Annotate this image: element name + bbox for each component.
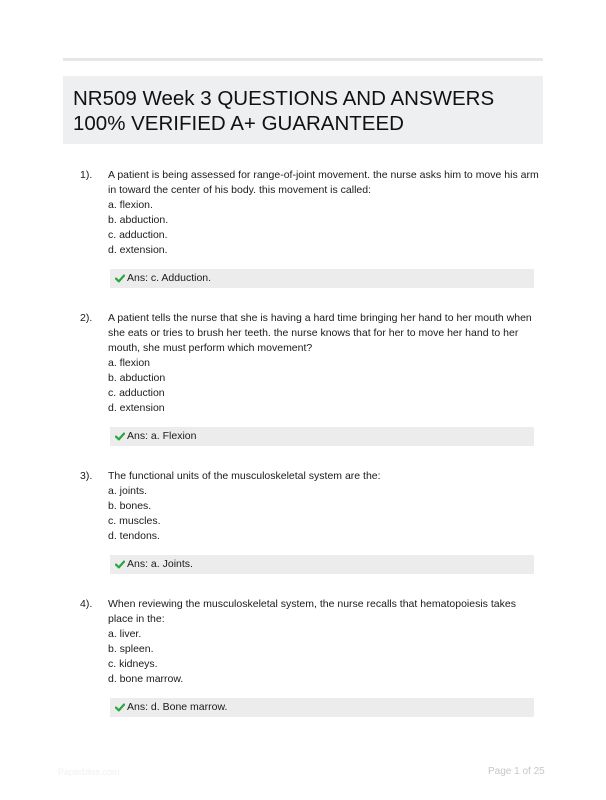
answer-text: Ans: c. Adduction.: [127, 272, 212, 284]
answer-text: Ans: d. Bone marrow.: [127, 701, 228, 713]
question-number: 1).: [80, 169, 93, 181]
checkmark-icon: [115, 432, 125, 441]
question-number: 4).: [80, 598, 93, 610]
question-body: [108, 597, 540, 687]
page-title-line-2: 100% VERIFIED A+ GUARANTEED: [73, 112, 404, 135]
option-c: c. muscles.: [108, 515, 161, 527]
option-d: d. tendons.: [108, 530, 160, 542]
question-number: 2).: [80, 312, 93, 324]
page-title-line-1: NR509 Week 3 QUESTIONS AND ANSWERS: [73, 87, 495, 110]
option-b: b. abduction: [108, 372, 166, 384]
option-b: b. abduction.: [108, 214, 169, 226]
answer-box: [110, 698, 534, 717]
option-c: c. kidneys.: [108, 658, 158, 670]
checkmark-icon: [115, 560, 125, 569]
answer-text: Ans: a. Flexion: [127, 430, 197, 442]
question-body: [108, 469, 540, 544]
option-a: a. liver.: [108, 628, 142, 640]
option-c: c. adduction.: [108, 229, 168, 241]
answer-box: [110, 555, 534, 574]
question-item: [80, 597, 540, 722]
checkmark-icon: [115, 703, 125, 712]
option-a: a. joints.: [108, 485, 148, 497]
option-d: d. bone marrow.: [108, 673, 184, 685]
question-item: [80, 168, 540, 288]
question-body: [108, 168, 540, 258]
answer-text: Ans: a. Joints.: [127, 558, 193, 570]
option-b: b. spleen.: [108, 643, 154, 655]
question-item: [80, 311, 540, 451]
option-a: a. flexion.: [108, 199, 153, 211]
question-body: [108, 311, 540, 416]
question-item: [80, 469, 540, 579]
option-b: b. bones.: [108, 500, 152, 512]
footer-watermark: Paperbliss.com: [58, 767, 120, 777]
option-d: d. extension.: [108, 244, 168, 256]
question-text: The functional units of the musculoskeletal system are the:: [108, 470, 381, 482]
option-a: a. flexion: [108, 357, 151, 369]
option-d: d. extension: [108, 402, 165, 414]
answer-box: [110, 427, 534, 446]
page-number: Page 1 of 25: [488, 766, 545, 777]
question-text: A patient is being assessed for range-of-joint movement. the nurse asks him to move his arm in toward the center of his body. this movement is called:: [108, 169, 539, 196]
answer-box: [110, 269, 534, 288]
checkmark-icon: [115, 274, 125, 283]
question-text: A patient tells the nurse that she is having a hard time bringing her hand to her mouth when she eats or tries to brush her teeth. the nurse knows that for her to move her hand to her mouth, she must perform which movement?: [108, 312, 532, 354]
option-c: c. adduction: [108, 387, 165, 399]
question-text: When reviewing the musculoskeletal system, the nurse recalls that hematopoiesis takes place in the:: [108, 598, 516, 625]
question-number: 3).: [80, 470, 93, 482]
